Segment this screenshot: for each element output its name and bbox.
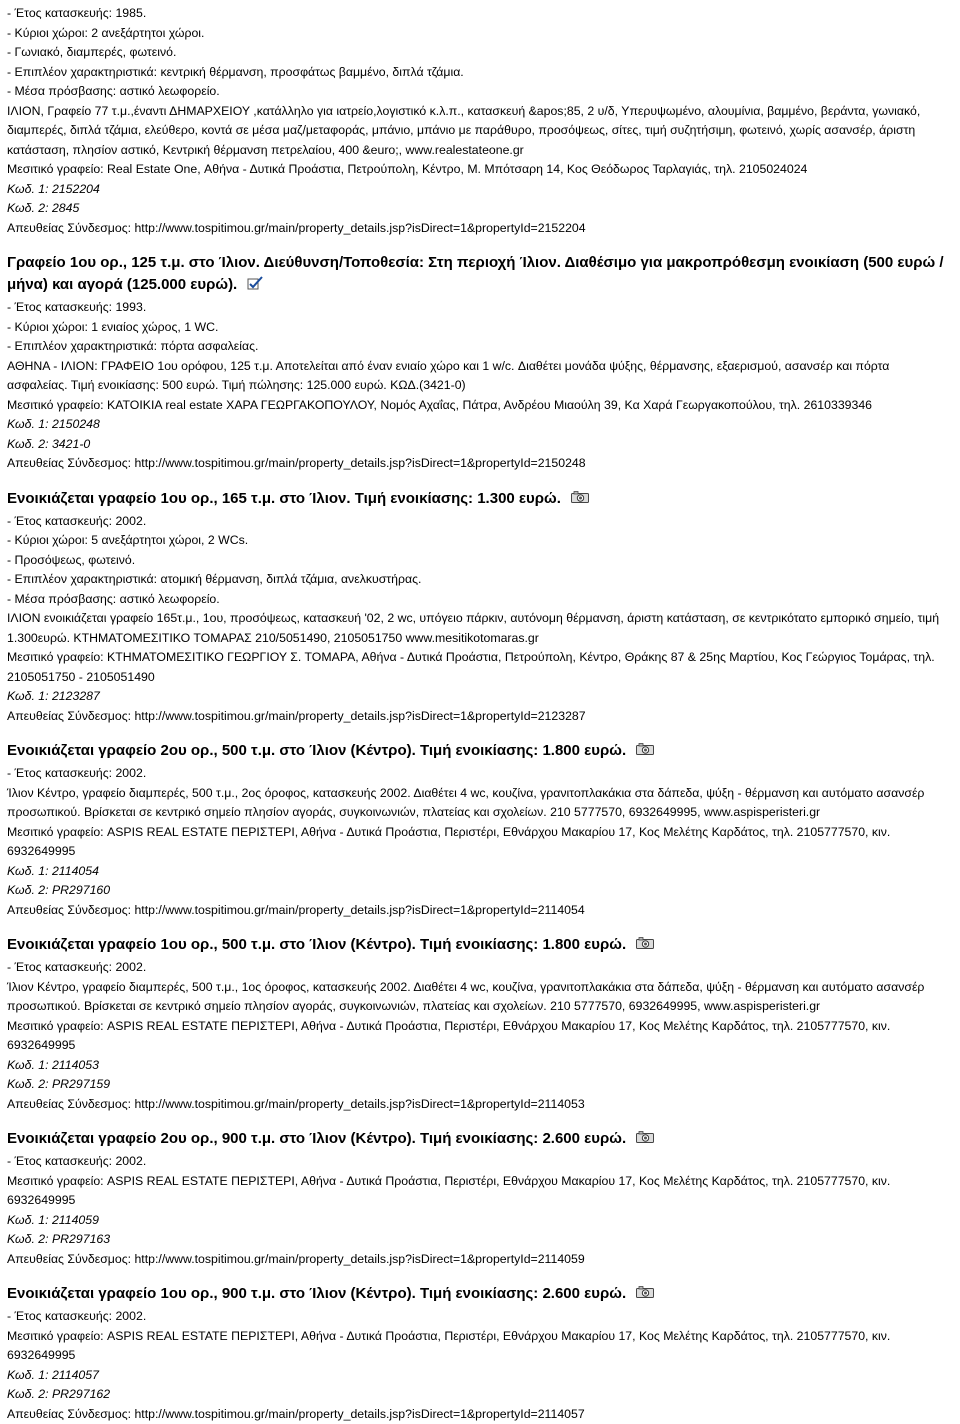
detail-line: - Κύριοι χώροι: 2 ανεξάρτητοι χώροι. <box>7 24 950 44</box>
detail-line: - Κύριοι χώροι: 5 ανεξάρτητοι χώροι, 2 WCs. <box>7 531 950 551</box>
detail-line: - Επιπλέον χαρακτηριστικά: πόρτα ασφαλείας. <box>7 337 950 357</box>
listing-title <box>7 252 950 296</box>
detail-line: - Κύριοι χώροι: 1 ενιαίος χώρος, 1 WC. <box>7 318 950 338</box>
detail-line: - Μέσα πρόσβασης: αστικό λεωφορείο. <box>7 82 950 102</box>
listing-title <box>7 934 950 956</box>
detail-line: - Έτος κατασκευής: 2002. <box>7 958 950 978</box>
listing-code: Κωδ. 2: PR297162 <box>7 1385 950 1405</box>
direct-link[interactable]: Απευθείας Σύνδεσμος: http://www.tospitimou.gr/main/property_details.jsp?isDirect=1&propertyId=2150248 <box>7 454 950 474</box>
listing-code: Κωδ. 1: 2114053 <box>7 1056 950 1076</box>
listing-description: Ίλιον Κέντρο, γραφείο διαμπερές, 500 τ.μ., 2ος όροφος, κατασκευής 2002. Διαθέτει 4 wc, κουζίνα, γρανιτοπλακάκια στα δάπεδα, ψύξη - θέρμανση και αυτόματο ασανσέρ προσωπικού. Βρίσκεται σε κεντρικό σημείο πλησίον αγοράς, συγκοινωνιών, πλατείας και σχολείων. 210 5777570, 6932649995, www.aspisperisteri.gr <box>7 784 950 823</box>
listing-description: ΙΛΙΟΝ, Γραφείο 77 τ.μ.,έναντι ΔΗΜΑΡΧΕΙΟΥ ,κατάλληλο για ιατρείο,λογιστικό κ.λ.π., κατασκευή &apos;85, 2 υ/δ, Υπερυψωμένο, αλουμίνια, βαμμένο, βεράντα, γωνιακό, διαμπερές, διπλά τζάμια, ελεύθερο, κοντά σε μέσα μαζ/μεταφοράς, μπάνιο, μπάνιο με παράθυρο, προσόψεως, σίτες, τιμή συζητήσιμη, φωτεινό, χωρίς ασανσέρ, άριστη κατάσταση, πλησίον αστικό, Κεντρική θέρμανση πετρελαίου, 400 &euro;, www.realestateone.gr <box>7 102 950 161</box>
detail-line: - Έτος κατασκευής: 2002. <box>7 1307 950 1327</box>
detail-line: - Μέσα πρόσβασης: αστικό λεωφορείο. <box>7 590 950 610</box>
listing-description: ΑΘΗΝΑ - ΙΛΙΟΝ: ΓΡΑΦΕΙΟ 1ου ορόφου, 125 τ.μ. Αποτελείται από έναν ενιαίο χώρο και 1 w/c. Διαθέτει μονάδα ψύξης, θέρμανσης, εξαερισμού, ασανσέρ και πόρτα ασφαλείας. Τιμή ενοικίασης: 500 ευρώ. Τιμή πώλησης: 125.000 ευρώ. ΚΩΔ.(3421-0) <box>7 357 950 396</box>
intro-listing <box>7 4 950 238</box>
listing <box>7 1128 950 1269</box>
agency-info: Μεσιτικό γραφείο: ΚΤΗΜΑΤΟΜΕΣΙΤΙΚΟ ΓΕΩΡΓΙΟΥ Σ. ΤΟΜΑΡΑ, Αθήνα - Δυτικά Προάστια, Πετρούπολη, Κέντρο, Θράκης 87 & 25ης Μαρτίου, Κος Γεώργιος Τομάρας, τηλ. 2105051750 - 2105051490 <box>7 648 950 687</box>
detail-line: - Έτος κατασκευής: 1993. <box>7 298 950 318</box>
detail-line: - Έτος κατασκευής: 2002. <box>7 764 950 784</box>
camera-icon[interactable] <box>636 1286 654 1298</box>
detail-line: - Έτος κατασκευής: 1985. <box>7 4 950 24</box>
listing-title <box>7 1283 950 1305</box>
agency-info: Μεσιτικό γραφείο: ΚΑΤΟΙΚΙΑ real estate ΧΑΡΑ ΓΕΩΡΓΑΚΟΠΟΥΛΟΥ, Νομός Αχαΐας, Πάτρα, Ανδρέου Μιαούλη 39, Κα Χαρά Γεωργακοπούλου, τηλ. 2610339346 <box>7 396 950 416</box>
detail-line: - Έτος κατασκευής: 2002. <box>7 1152 950 1172</box>
agency-info: Μεσιτικό γραφείο: ASPIS REAL ESTATE ΠΕΡΙΣΤΕΡΙ, Αθήνα - Δυτικά Προάστια, Περιστέρι, Εθνάρχου Μακαρίου 17, Κος Μελέτης Καρδάτος, τηλ. 2105777570, κιν. 6932649995 <box>7 823 950 862</box>
listing-description: Ίλιον Κέντρο, γραφείο διαμπερές, 500 τ.μ., 1ος όροφος, κατασκευής 2002. Διαθέτει 4 wc, κουζίνα, γρανιτοπλακάκια στα δάπεδα, ψύξη - θέρμανση και αυτόματο ασανσέρ προσωπικού. Βρίσκεται σε κεντρικό σημείο πλησίον αγοράς, συγκοινωνιών, πλατείας και σχολείων. 210 5777570, 6932649995, www.aspisperisteri.gr <box>7 978 950 1017</box>
listing-code: Κωδ. 2: 3421-0 <box>7 435 950 455</box>
listing-title-text: Ενοικιάζεται γραφείο 2ου ορ., 500 τ.μ. στο Ίλιον (Κέντρο). Τιμή ενοικίασης: 1.800 ευρώ. <box>7 742 626 759</box>
direct-link[interactable]: Απευθείας Σύνδεσμος: http://www.tospitimou.gr/main/property_details.jsp?isDirect=1&propertyId=2123287 <box>7 707 950 727</box>
listing-title-text: Ενοικιάζεται γραφείο 1ου ορ., 500 τ.μ. στο Ίλιον (Κέντρο). Τιμή ενοικίασης: 1.800 ευρώ. <box>7 936 626 953</box>
detail-line: - Έτος κατασκευής: 2002. <box>7 512 950 532</box>
direct-link[interactable]: Απευθείας Σύνδεσμος: http://www.tospitimou.gr/main/property_details.jsp?isDirect=1&propertyId=2114053 <box>7 1095 950 1115</box>
listing-code: Κωδ. 2: PR297163 <box>7 1230 950 1250</box>
listing-code: Κωδ. 1: 2114059 <box>7 1211 950 1231</box>
listing-title-text: Ενοικιάζεται γραφείο 1ου ορ., 165 τ.μ. στο Ίλιον. Τιμή ενοικίασης: 1.300 ευρώ. <box>7 490 561 507</box>
camera-icon[interactable] <box>636 743 654 755</box>
listing-code: Κωδ. 1: 2123287 <box>7 687 950 707</box>
direct-link[interactable]: Απευθείας Σύνδεσμος: http://www.tospitimou.gr/main/property_details.jsp?isDirect=1&propertyId=2152204 <box>7 219 950 239</box>
detail-line: - Επιπλέον χαρακτηριστικά: κεντρική θέρμανση, προσφάτως βαμμένο, διπλά τζάμια. <box>7 63 950 83</box>
direct-link[interactable]: Απευθείας Σύνδεσμος: http://www.tospitimou.gr/main/property_details.jsp?isDirect=1&propertyId=2114057 <box>7 1405 950 1424</box>
checkbox-icon[interactable] <box>247 276 263 290</box>
listing <box>7 740 950 920</box>
direct-link[interactable]: Απευθείας Σύνδεσμος: http://www.tospitimou.gr/main/property_details.jsp?isDirect=1&propertyId=2114059 <box>7 1250 950 1270</box>
agency-info: Μεσιτικό γραφείο: ASPIS REAL ESTATE ΠΕΡΙΣΤΕΡΙ, Αθήνα - Δυτικά Προάστια, Περιστέρι, Εθνάρχου Μακαρίου 17, Κος Μελέτης Καρδάτος, τηλ. 2105777570, κιν. 6932649995 <box>7 1327 950 1366</box>
direct-link[interactable]: Απευθείας Σύνδεσμος: http://www.tospitimou.gr/main/property_details.jsp?isDirect=1&propertyId=2114054 <box>7 901 950 921</box>
detail-line: - Επιπλέον χαρακτηριστικά: ατομική θέρμανση, διπλά τζάμια, ανελκυστήρας. <box>7 570 950 590</box>
agency-info: Μεσιτικό γραφείο: ASPIS REAL ESTATE ΠΕΡΙΣΤΕΡΙ, Αθήνα - Δυτικά Προάστια, Περιστέρι, Εθνάρχου Μακαρίου 17, Κος Μελέτης Καρδάτος, τηλ. 2105777570, κιν. 6932649995 <box>7 1017 950 1056</box>
listing-code: Κωδ. 2: PR297159 <box>7 1075 950 1095</box>
camera-icon[interactable] <box>636 937 654 949</box>
agency-info: Μεσιτικό γραφείο: ASPIS REAL ESTATE ΠΕΡΙΣΤΕΡΙ, Αθήνα - Δυτικά Προάστια, Περιστέρι, Εθνάρχου Μακαρίου 17, Κος Μελέτης Καρδάτος, τηλ. 2105777570, κιν. 6932649995 <box>7 1172 950 1211</box>
listing-description: ΙΛΙΟΝ ενοικιάζεται γραφείο 165τ.μ., 1ου, προσόψεως, κατασκευή '02, 2 wc, υπόγειο πάρκιν, αυτόνομη θέρμανση, άριστη κατάσταση, σε κεντρικότατο εμπορικό σημείο, τιμή 1.300ευρώ. ΚΤΗΜΑΤΟΜΕΣΙΤΙΚΟ ΤΟΜΑΡΑΣ 210/5051490, 2105051750 www.mesitikotomaras.gr <box>7 609 950 648</box>
listing-code: Κωδ. 1: 2152204 <box>7 180 950 200</box>
listing-code: Κωδ. 1: 2114057 <box>7 1366 950 1386</box>
listing-title <box>7 1128 950 1150</box>
listing-title-text: Γραφείο 1ου ορ., 125 τ.μ. στο Ίλιον. Διεύθυνση/Τοποθεσία: Στη περιοχή Ίλιον. Διαθέσιμο για μακροπρόθεσμη ενοικίαση (500 ευρώ / μήνα) και αγορά (125.000 ευρώ). <box>7 254 944 293</box>
listing-code: Κωδ. 2: PR297160 <box>7 881 950 901</box>
detail-line: - Προσόψεως, φωτεινό. <box>7 551 950 571</box>
listing <box>7 934 950 1114</box>
listing <box>7 1283 950 1424</box>
camera-icon[interactable] <box>636 1131 654 1143</box>
agency-info: Μεσιτικό γραφείο: Real Estate One, Αθήνα - Δυτικά Προάστια, Πετρούπολη, Κέντρο, Μ. Μπότσαρη 14, Κος Θεόδωρος Ταρλαγιάς, τηλ. 2105024024 <box>7 160 950 180</box>
camera-icon[interactable] <box>571 491 589 503</box>
listing <box>7 488 950 727</box>
listing-title <box>7 488 950 510</box>
listing <box>7 252 950 474</box>
detail-line: - Γωνιακό, διαμπερές, φωτεινό. <box>7 43 950 63</box>
listing-code: Κωδ. 1: 2114054 <box>7 862 950 882</box>
listing-code: Κωδ. 2: 2845 <box>7 199 950 219</box>
listing-code: Κωδ. 1: 2150248 <box>7 415 950 435</box>
listing-title <box>7 740 950 762</box>
listing-title-text: Ενοικιάζεται γραφείο 1ου ορ., 900 τ.μ. στο Ίλιον (Κέντρο). Τιμή ενοικίασης: 2.600 ευρώ. <box>7 1285 626 1302</box>
listing-title-text: Ενοικιάζεται γραφείο 2ου ορ., 900 τ.μ. στο Ίλιον (Κέντρο). Τιμή ενοικίασης: 2.600 ευρώ. <box>7 1130 626 1147</box>
